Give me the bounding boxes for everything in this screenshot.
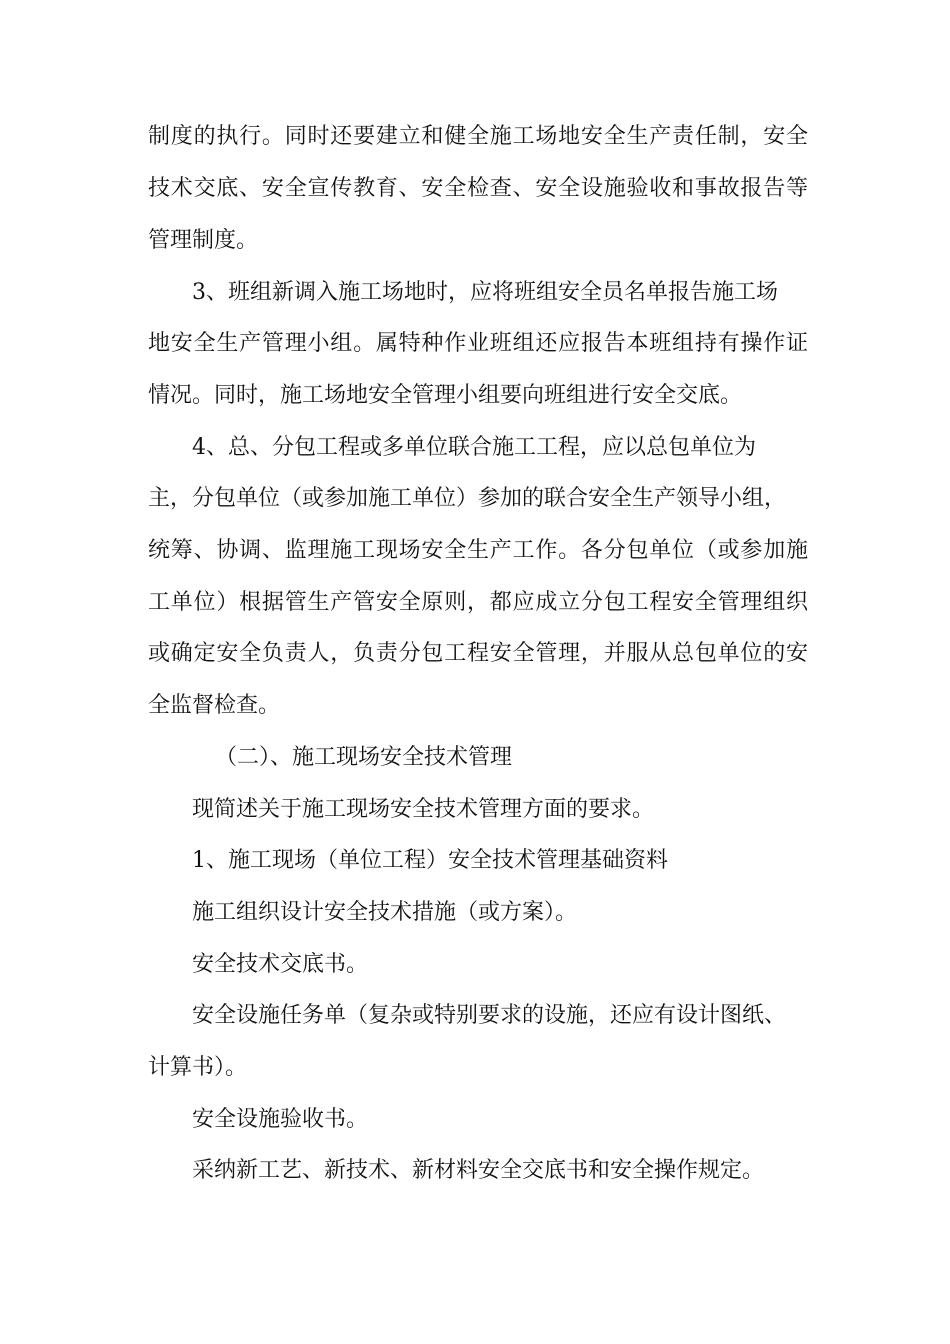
text-line: 安全设施任务单（复杂或特别要求的设施，还应有设计图纸、 — [192, 1003, 787, 1028]
text-line: 计算书）。 — [148, 1055, 248, 1080]
text-line: 地安全生产管理小组。属特种作业班组还应报告本班组持有操作证 — [148, 331, 808, 356]
text-line: 统筹、协调、监理施工现场安全生产工作。各分包单位（或参加施 — [148, 538, 808, 563]
text-line: 或确定安全负责人，负责分包工程安全管理，并服从总包单位的安 — [148, 641, 808, 666]
text-line: 技术交底、安全宣传教育、安全检查、安全设施验收和事故报告等 — [148, 176, 808, 201]
text-line: 安全技术交底书。 — [192, 952, 369, 977]
text-line: 全监督检查。 — [148, 693, 281, 718]
text-line: 现简述关于施工现场安全技术管理方面的要求。 — [192, 797, 655, 822]
text-line: 施工组织设计安全技术措施（或方案）。 — [192, 900, 578, 925]
text-line: 安全设施验收书。 — [192, 1107, 369, 1132]
text-line: 3、班组新调入施工场地时，应将班组安全员名单报告施工场 — [192, 280, 778, 305]
text-line: 1、施工现场（单位工程）安全技术管理基础资料 — [192, 848, 668, 873]
text-line: 4、总、分包工程或多单位联合施工工程，应以总包单位为 — [192, 435, 756, 460]
text-line: 情况。同时，施工场地安全管理小组要向班组进行安全交底。 — [148, 383, 743, 408]
text-line: 管理制度。 — [148, 228, 259, 253]
text-line: 制度的执行。同时还要建立和健全施工场地安全生产责任制，安全 — [148, 124, 808, 149]
text-line: 采纳新工艺、新技术、新材料安全交底书和安全操作规定。 — [192, 1158, 765, 1183]
text-line: 主，分包单位（或参加施工单位）参加的联合安全生产领导小组， — [148, 486, 787, 511]
section-heading: （二）、施工现场安全技术管理 — [215, 745, 513, 770]
text-line: 工单位）根据管生产管安全原则，都应成立分包工程安全管理组织 — [148, 590, 808, 615]
